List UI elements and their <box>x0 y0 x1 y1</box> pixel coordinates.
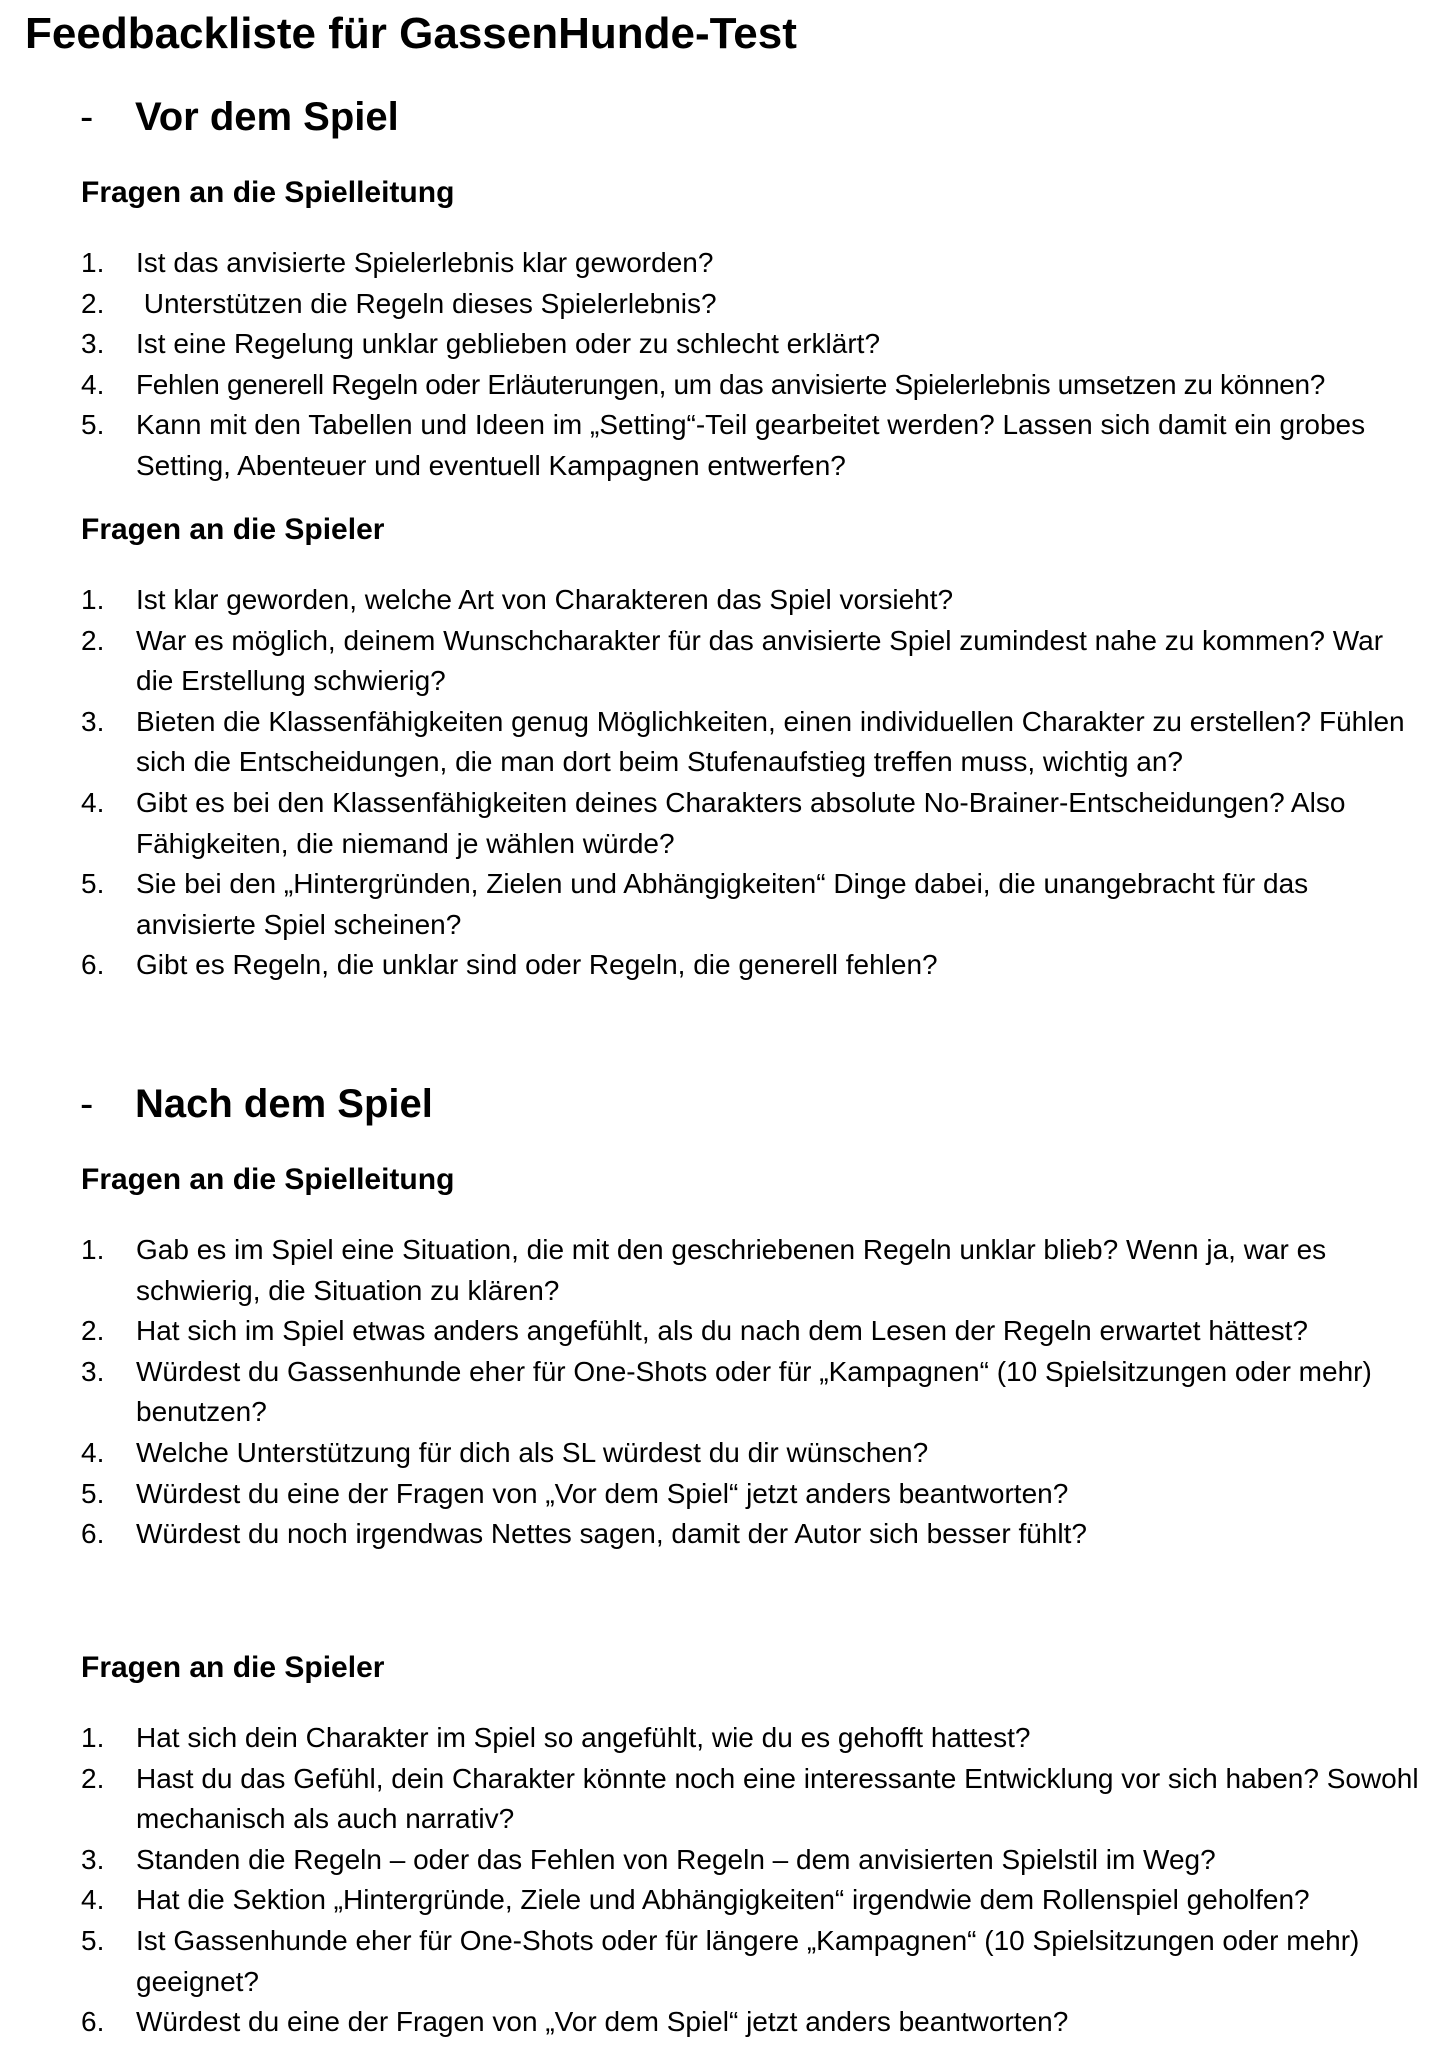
item-number: 2. <box>81 1315 105 1347</box>
item-text: Würdest du Gassenhunde eher für One-Shots oder für „Kampagnen“ (10 Spielsitzungen oder mehr) benutzen? <box>136 1355 1372 1428</box>
item-text: Standen die Regeln – oder das Fehlen von Regeln – dem anvisierten Spielstil im Weg? <box>136 1843 1216 1875</box>
item-text: Sie bei den „Hintergründen, Zielen und Abhängigkeiten“ Dinge dabei, die unangebracht für das anvisierte Spiel scheinen? <box>136 868 1309 940</box>
item-number: 3. <box>81 705 105 737</box>
section-heading-text: Nach dem Spiel <box>135 1082 433 1126</box>
list-item <box>0 284 1426 325</box>
item-number: 3. <box>81 1355 105 1387</box>
question-list-spieler-nach <box>0 1718 1426 2043</box>
list-item <box>0 864 1426 945</box>
item-number: 2. <box>81 287 105 319</box>
list-item <box>0 580 1426 621</box>
list-item <box>0 621 1426 702</box>
list-item <box>0 2002 1426 2043</box>
item-text: Fehlen generell Regeln oder Erläuterungen, um das anvisierte Spielerlebnis umsetzen zu können? <box>136 368 1325 400</box>
subheading-spielleitung-vor: Fragen an die Spielleitung <box>81 176 455 209</box>
item-number: 6. <box>81 949 105 981</box>
item-number: 4. <box>81 786 105 818</box>
item-text: Würdest du eine der Fragen von „Vor dem Spiel“ jetzt anders beantworten? <box>136 1477 1069 1509</box>
item-number: 5. <box>81 409 105 441</box>
item-number: 1. <box>81 1234 105 1265</box>
question-list-spieler-vor <box>0 580 1426 986</box>
section-dash: - <box>80 1082 94 1126</box>
list-item <box>0 243 1426 284</box>
list-item <box>0 1433 1426 1474</box>
list-item <box>0 702 1426 783</box>
item-text: Ist klar geworden, welche Art von Charakteren das Spiel vorsieht? <box>136 584 954 615</box>
list-item <box>0 324 1426 365</box>
item-text: Welche Unterstützung für dich als SL würdest du dir wünschen? <box>136 1436 929 1468</box>
section-heading-vor-dem-spiel <box>80 92 399 142</box>
item-number: 5. <box>81 1477 105 1509</box>
item-number: 4. <box>81 1436 105 1468</box>
item-text: Würdest du eine der Fragen von „Vor dem Spiel“ jetzt anders beantworten? <box>136 2006 1069 2038</box>
list-item <box>0 945 1426 986</box>
item-text: Bieten die Klassenfähigkeiten genug Möglichkeiten, einen individuellen Charakter zu erstellen? Fühlen sich die Entscheidungen, die man dort beim Stufenaufstieg treffen muss, wichtig an? <box>136 705 1405 778</box>
list-item <box>0 783 1426 864</box>
item-number: 2. <box>81 624 105 656</box>
item-text: Ist eine Regelung unklar geblieben oder zu schlecht erklärt? <box>136 328 881 360</box>
item-text: War es möglich, deinem Wunschcharakter für das anvisierte Spiel zumindest nahe zu kommen? War die Erstellung schwierig? <box>136 624 1384 697</box>
item-number: 6. <box>81 2006 105 2038</box>
list-item <box>0 1759 1426 1840</box>
subheading-spielleitung-nach: Fragen an die Spielleitung <box>81 1163 455 1196</box>
item-text: Gibt es bei den Klassenfähigkeiten deines Charakters absolute No-Brainer-Entscheidungen? Also Fähigkeiten, die niemand je wählen würde? <box>136 786 1346 859</box>
section-heading-nach-dem-spiel <box>80 1079 433 1129</box>
list-item <box>0 1718 1426 1759</box>
section-dash: - <box>80 95 94 139</box>
subheading-spieler-vor: Fragen an die Spieler <box>81 513 385 546</box>
list-item <box>0 1474 1426 1515</box>
item-number: 3. <box>81 1843 105 1875</box>
list-item <box>0 1880 1426 1921</box>
item-number: 1. <box>81 1722 105 1753</box>
item-number: 2. <box>81 1762 105 1794</box>
section-heading-text: Vor dem Spiel <box>135 95 399 139</box>
item-text: Hat sich im Spiel etwas anders angefühlt, als du nach dem Lesen der Regeln erwartet hättest? <box>136 1315 1308 1347</box>
list-item <box>0 1311 1426 1352</box>
item-number: 4. <box>81 1884 105 1916</box>
item-number: 5. <box>81 868 105 900</box>
item-number: 5. <box>81 1924 105 1956</box>
document-title: Feedbackliste für GassenHunde-Test <box>25 9 797 58</box>
item-number: 6. <box>81 1518 105 1550</box>
item-number: 1. <box>81 584 105 615</box>
list-item <box>0 405 1426 486</box>
item-text: Kann mit den Tabellen und Ideen im „Setting“-Teil gearbeitet werden? Lassen sich damit ein grobes Setting, Abenteuer und eventuell Kampagnen entwerfen? <box>136 409 1366 481</box>
list-item <box>0 1921 1426 2002</box>
item-number: 3. <box>81 328 105 360</box>
list-item <box>0 1514 1426 1555</box>
list-item <box>0 1840 1426 1881</box>
item-text: Hat die Sektion „Hintergründe, Ziele und Abhängigkeiten“ irgendwie dem Rollenspiel geholfen? <box>136 1884 1310 1916</box>
item-text: Unterstützen die Regeln dieses Spielerlebnis? <box>136 287 717 319</box>
item-number: 4. <box>81 368 105 400</box>
item-number: 1. <box>81 247 105 278</box>
list-item <box>0 1230 1426 1311</box>
item-text: Gibt es Regeln, die unklar sind oder Regeln, die generell fehlen? <box>136 949 938 981</box>
item-text: Ist das anvisierte Spielerlebnis klar geworden? <box>136 247 714 278</box>
question-list-spielleitung-nach <box>0 1230 1426 1555</box>
question-list-spielleitung-vor <box>0 243 1426 487</box>
item-text: Ist Gassenhunde eher für One-Shots oder für längere „Kampagnen“ (10 Spielsitzungen oder mehr) geeignet? <box>136 1924 1360 1997</box>
item-text: Hat sich dein Charakter im Spiel so angefühlt, wie du es gehofft hattest? <box>136 1722 1031 1753</box>
subheading-spieler-nach: Fragen an die Spieler <box>81 1651 385 1684</box>
list-item <box>0 365 1426 406</box>
item-text: Gab es im Spiel eine Situation, die mit den geschriebenen Regeln unklar blieb? Wenn ja, war es schwierig, die Situation zu klären? <box>136 1234 1327 1306</box>
item-text: Hast du das Gefühl, dein Charakter könnte noch eine interessante Entwicklung vor sich haben? Sowohl mechanisch als auch narrativ? <box>136 1762 1419 1835</box>
list-item <box>0 1352 1426 1433</box>
item-text: Würdest du noch irgendwas Nettes sagen, damit der Autor sich besser fühlt? <box>136 1518 1087 1550</box>
